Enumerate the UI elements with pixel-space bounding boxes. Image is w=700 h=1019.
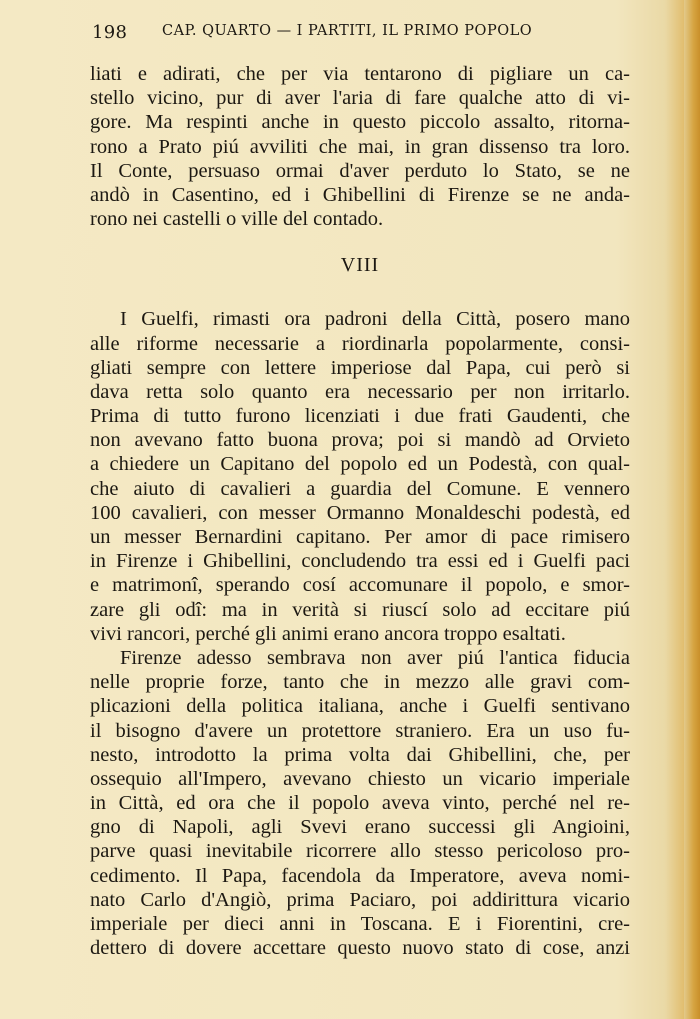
text-line: a chiedere un Capitano del popolo ed un Podestà, con qual- — [90, 453, 630, 476]
text-line: imperiale per dieci anni in Toscana. E i Fiorentini, cre- — [90, 913, 630, 935]
paragraph-3 — [90, 646, 630, 960]
text-line: zare gli odî: ma in verità si riuscí solo ad eccitare piú — [90, 598, 630, 621]
text-line: 100 cavalieri, con messer Ormanno Monaldeschi podestà, ed — [90, 501, 630, 524]
paragraph-2 — [90, 307, 630, 646]
text-line: cedimento. Il Papa, facendola da Imperatore, aveva nomi- — [90, 864, 630, 887]
paragraph-1 — [90, 62, 630, 231]
text-line: il bisogno d'avere un protettore straniero. Era un uso fu- — [90, 719, 630, 742]
text-line: stello vicino, pur di aver l'aria di fare qualche atto di vi- — [90, 87, 630, 110]
text-line: nato Carlo d'Angiò, prima Paciaro, poi addirittura vicario — [90, 888, 630, 911]
text-line: vivi rancori, perché gli animi erano ancora troppo esaltati. — [90, 622, 566, 645]
text-line: I Guelfi, rimasti ora padroni della Città, posero mano — [120, 308, 630, 331]
text-line: che aiuto di cavalieri a guardia del Comune. E vennero — [90, 477, 630, 500]
text-line: nelle proprie forze, tanto che in mezzo alle gravi com- — [90, 671, 630, 694]
text-line: gore. Ma respinti anche in questo piccolo assalto, ritorna- — [90, 111, 630, 134]
section-heading: VIII — [340, 254, 380, 277]
text-line: andò in Casentino, ed i Ghibellini di Firenze se ne anda- — [90, 183, 630, 206]
running-title: CAP. QUARTO — I PARTITI, IL PRIMO POPOLO — [162, 23, 533, 39]
page-header — [90, 20, 630, 46]
text-line: non avevano fatto buona prova; poi si mandò ad Orvieto — [90, 429, 630, 452]
text-line: in Firenze i Ghibellini, concludendo tra essi ed i Guelfi paci — [90, 550, 630, 573]
text-line: un messer Bernardini capitano. Per amor di pace rimisero — [90, 526, 630, 548]
text-line: ossequio all'Impero, avevano chiesto un vicario imperiale — [90, 767, 630, 790]
text-line: dava retta solo quanto era necessario per non irritarlo. — [90, 380, 630, 403]
text-line: gno di Napoli, agli Svevi erano successi gli Angioini, — [90, 816, 630, 839]
text-line: liati e adirati, che per via tentarono di pigliare un ca- — [90, 63, 630, 85]
page-number: 198 — [92, 22, 128, 43]
text-line: in Città, ed ora che il popolo aveva vinto, perché nel re- — [90, 792, 630, 815]
text-line: Il Conte, persuaso ormai d'aver perduto lo Stato, se ne — [90, 159, 630, 182]
text-line: nesto, introdotto la prima volta dai Ghibellini, che, per — [90, 743, 630, 766]
text-line: alle riforme necessarie a riordinarla popolarmente, consi- — [90, 332, 630, 355]
text-line: rono a Prato piú avviliti che mai, in gran dissenso tra loro. — [90, 135, 630, 158]
text-line: parve quasi inevitabile ricorrere allo stesso pericoloso pro- — [90, 840, 630, 863]
body-text — [90, 62, 630, 960]
text-line: Prima di tutto furono licenziati i due frati Gaudenti, che — [90, 405, 630, 428]
text-line: rono nei castelli o ville del contado. — [90, 208, 384, 231]
text-line: Firenze adesso sembrava non aver piú l'antica fiducia — [120, 646, 630, 669]
text-line: e matrimonî, sperando cosí accomunare il popolo, e smor- — [90, 574, 630, 597]
text-line: gliati sempre con lettere imperiose dal Papa, cui però si — [90, 356, 630, 379]
text-line: dettero di dovere accettare questo nuovo stato di cose, anzi — [90, 937, 630, 960]
page-edge — [684, 0, 700, 1019]
text-line: plicazioni della politica italiana, anche i Guelfi sentivano — [90, 695, 630, 718]
